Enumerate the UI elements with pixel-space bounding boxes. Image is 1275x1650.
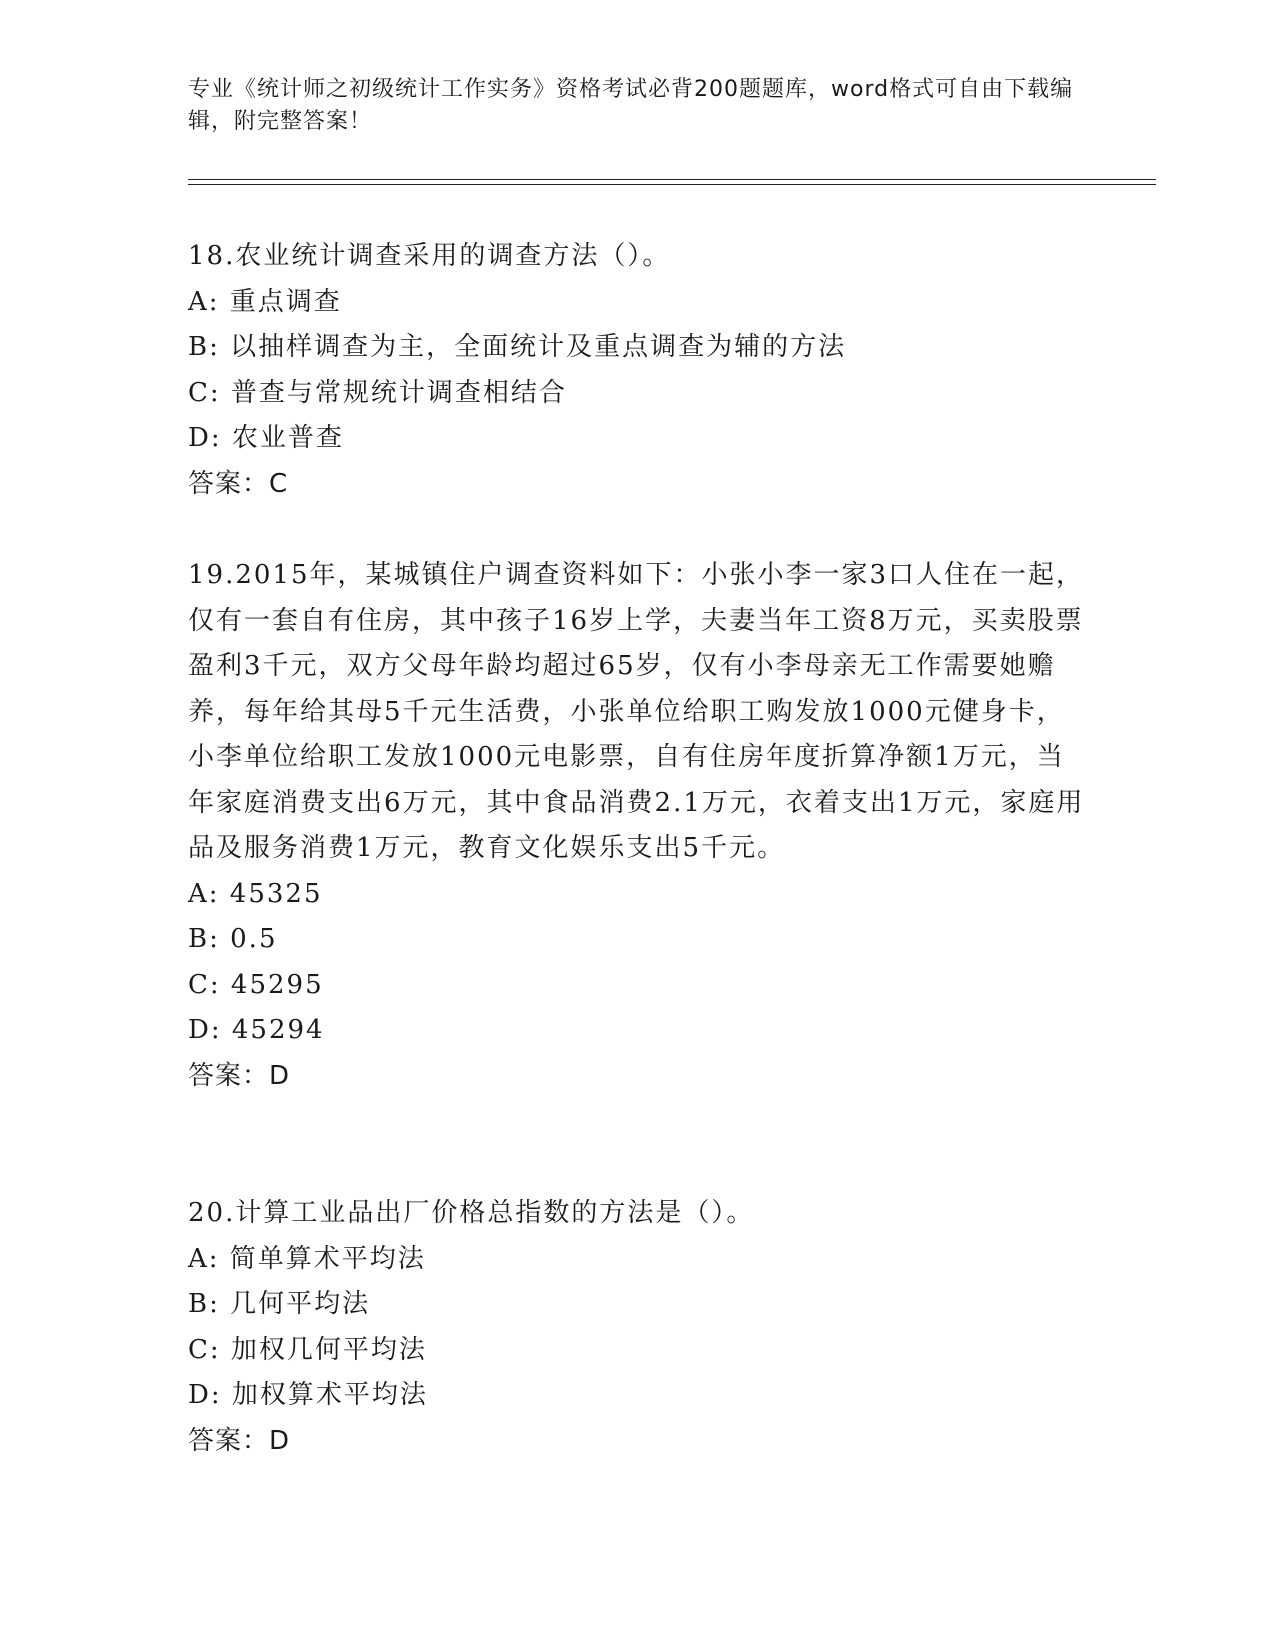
option-a: A: 重点调查 bbox=[188, 286, 342, 317]
question-stem: 18.农业统计调查采用的调查方法（）。 bbox=[188, 241, 671, 271]
option-d: D: 加权算术平均法 bbox=[188, 1380, 428, 1410]
option-d: D: 农业普查 bbox=[188, 423, 344, 453]
option-d: D: 45294 bbox=[188, 1015, 325, 1045]
header-divider-bottom bbox=[188, 184, 1156, 185]
question-19 bbox=[188, 553, 1088, 1099]
answer-line: 答案：C bbox=[188, 468, 289, 499]
question-20 bbox=[188, 1191, 1088, 1464]
option-b: B: 以抽样调查为主，全面统计及重点调查为辅的方法 bbox=[188, 332, 847, 362]
option-a: A: 简单算术平均法 bbox=[188, 1243, 426, 1274]
option-c: C: 加权几何平均法 bbox=[188, 1334, 427, 1365]
question-stem: 19.2015年，某城镇住户调查资料如下：小张小李一家3口人住在一起，仅有一套自有住房，其中孩子16岁上学，夫妻当年工资8万元，买卖股票盈利3千元，双方父母年龄均超过65岁，仅有小李母亲无工作需要她赡养，每年给其母5千元生活费，小张单位给职工购发放1000元健身卡，小李单位给职工发放1000元电影票，自有住房年度折算净额1万元，当年家庭消费支出6万元，其中食品消费2.1万元，衣着支出1万元，家庭用品及服务消费1万元，教育文化娱乐支出5千元。 bbox=[188, 560, 1085, 863]
document-header: 专业《统计师之初级统计工作实务》资格考试必背200题题库，word格式可自由下载编辑，附完整答案！ bbox=[188, 77, 1074, 134]
header-divider-top bbox=[188, 179, 1156, 180]
option-c: C: 45295 bbox=[188, 969, 324, 1000]
option-c: C: 普查与常规统计调查相结合 bbox=[188, 377, 567, 408]
answer-line: 答案：D bbox=[188, 1060, 291, 1091]
option-b: B: 几何平均法 bbox=[188, 1289, 371, 1319]
option-b: B: 0.5 bbox=[188, 924, 278, 954]
answer-line: 答案：D bbox=[188, 1425, 291, 1456]
option-a: A: 45325 bbox=[188, 878, 323, 909]
question-18 bbox=[188, 234, 1088, 507]
question-stem: 20.计算工业品出厂价格总指数的方法是（）。 bbox=[188, 1198, 755, 1228]
